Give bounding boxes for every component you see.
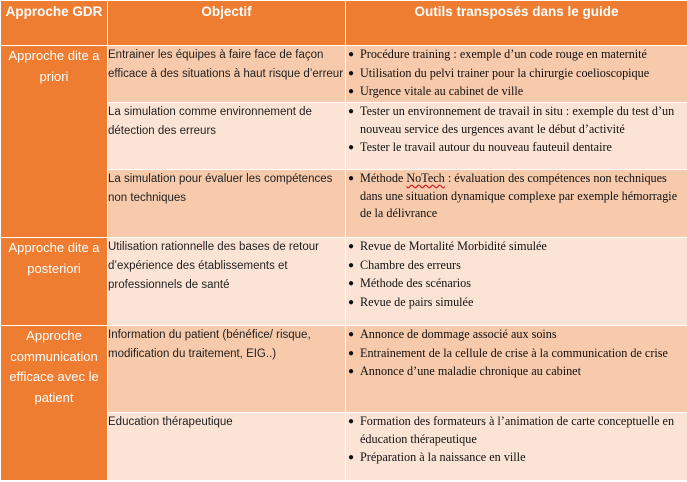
header-tools: Outils transposés dans le guide bbox=[346, 1, 687, 46]
objective-cell: Entrainer les équipes à faire face de façon efficace à des situations à haut risque d’erreur bbox=[108, 46, 346, 103]
list-item: ● Chambre des erreurs bbox=[348, 257, 461, 272]
approach-cell-a-priori: Approche dite a priori bbox=[1, 46, 108, 238]
tools-cell bbox=[346, 238, 687, 326]
list-item: ● Procédure training : exemple d’un code rouge en maternité bbox=[348, 47, 647, 61]
tools-cell bbox=[346, 326, 687, 413]
list-item: ● Revue de pairs simulée bbox=[348, 294, 474, 309]
list-item: ● Formation des formateurs à l’animation de carte conceptuelle en éducation thérapeutique bbox=[348, 414, 675, 446]
header-row bbox=[1, 1, 687, 46]
list-item: ● Entrainement de la cellule de crise à la communication de crise bbox=[348, 345, 668, 360]
header-objective: Objectif bbox=[108, 1, 346, 46]
list-item: ● Utilisation du pelvi trainer pour la chirurgie coelioscopique bbox=[348, 65, 650, 80]
table-row bbox=[1, 326, 687, 413]
header-approach: Approche GDR bbox=[1, 1, 108, 46]
list-item: ● Annonce de dommage associé aux soins bbox=[348, 327, 557, 341]
table-row bbox=[1, 46, 687, 103]
list-item: ● Préparation à la naissance en ville bbox=[348, 450, 526, 464]
table-row bbox=[1, 238, 687, 326]
objective-cell: Education thérapeutique bbox=[108, 413, 346, 481]
objective-cell: Information du patient (bénéfice/ risque, modification du traitement, EIG..) bbox=[108, 326, 346, 413]
tools-cell bbox=[346, 413, 687, 481]
tools-cell bbox=[346, 170, 687, 238]
objective-cell: La simulation pour évaluer les compétences non techniques bbox=[108, 170, 346, 238]
tools-cell bbox=[346, 103, 687, 170]
list-item: ● Tester un environnement de travail in situ : exemple du test d’un nouveau service des urgences avant le début d’activité bbox=[348, 104, 675, 136]
list-item: ● Méthode NoTech : évaluation des compétences non techniques dans une situation dynamique complexe par exemple hémorragie de la délivrance bbox=[348, 171, 678, 220]
objective-cell: Utilisation rationnelle des bases de retour d’expérience des établissements et professionnels de santé bbox=[108, 238, 346, 326]
approach-cell-communication: Approche communication efficace avec le patient bbox=[1, 326, 108, 481]
list-item: ● Urgence vitale au cabinet de ville bbox=[348, 84, 524, 98]
list-item: ● Annonce d’une maladie chronique au cabinet bbox=[348, 364, 581, 378]
list-item: ● Tester le travail autour du nouveau fauteuil dentaire bbox=[348, 140, 612, 154]
approach-cell-a-posteriori: Approche dite a posteriori bbox=[1, 238, 108, 326]
list-item: ● Revue de Mortalité Morbidité simulée bbox=[348, 239, 547, 253]
objective-cell: La simulation comme environnement de détection des erreurs bbox=[108, 103, 346, 170]
list-item: ● Méthode des scénarios bbox=[348, 276, 472, 290]
tools-cell bbox=[346, 46, 687, 103]
